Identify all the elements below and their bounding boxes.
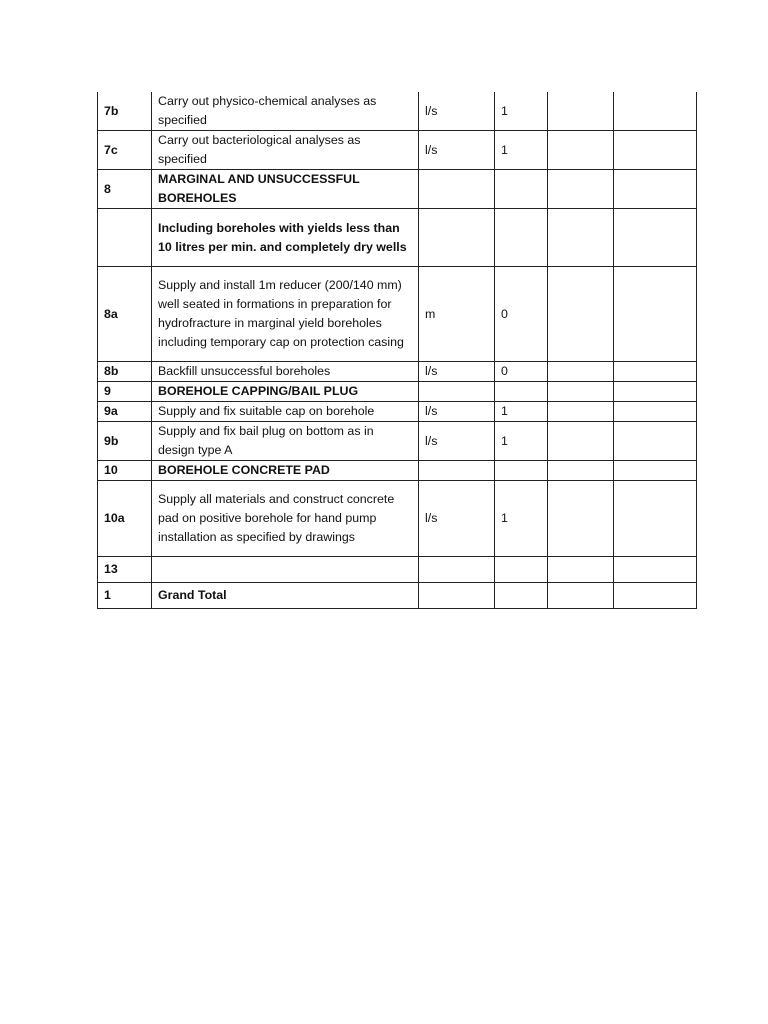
item-description: Carry out bacteriological analyses as specified: [152, 131, 419, 170]
item-unit: l/s: [419, 481, 495, 557]
table-row: [98, 481, 697, 557]
item-quantity: [495, 170, 548, 209]
table-row: [98, 422, 697, 461]
item-description: Supply and fix suitable cap on borehole: [152, 402, 419, 422]
item-rate: [548, 557, 614, 583]
table-row: [98, 92, 697, 131]
item-description: Supply and install 1m reducer (200/140 mm) well seated in formations in preparation for hydrofracture in marginal yield boreholes including temporary cap on protection casing: [152, 267, 419, 362]
item-quantity: 0: [495, 362, 548, 382]
grand-total-amount: [614, 583, 697, 609]
bill-of-quantities-table: [97, 92, 697, 609]
table-row: [98, 382, 697, 402]
item-description: Backfill unsuccessful boreholes: [152, 362, 419, 382]
item-unit: l/s: [419, 422, 495, 461]
item-amount: [614, 402, 697, 422]
item-quantity: [495, 382, 548, 402]
item-rate: [548, 481, 614, 557]
item-amount: [614, 461, 697, 481]
item-number: 9b: [98, 422, 152, 461]
item-unit: l/s: [419, 362, 495, 382]
item-rate: [548, 583, 614, 609]
item-rate: [548, 362, 614, 382]
item-quantity: 0: [495, 267, 548, 362]
item-unit: [419, 461, 495, 481]
item-unit: [419, 382, 495, 402]
item-quantity: 1: [495, 131, 548, 170]
item-amount: [614, 209, 697, 267]
item-rate: [548, 461, 614, 481]
table-row: [98, 461, 697, 481]
item-unit: l/s: [419, 402, 495, 422]
item-amount: [614, 267, 697, 362]
item-quantity: [495, 209, 548, 267]
item-rate: [548, 92, 614, 131]
item-quantity: 1: [495, 481, 548, 557]
table-row: [98, 209, 697, 267]
item-quantity: [495, 557, 548, 583]
section-heading: BOREHOLE CAPPING/BAIL PLUG: [152, 382, 419, 402]
item-unit: [419, 209, 495, 267]
item-quantity: 1: [495, 422, 548, 461]
item-unit: l/s: [419, 131, 495, 170]
item-description: Carry out physico-chemical analyses as specified: [152, 92, 419, 131]
item-number: [98, 209, 152, 267]
item-number: 13: [98, 557, 152, 583]
item-quantity: [495, 461, 548, 481]
table-row: [98, 267, 697, 362]
item-amount: [614, 382, 697, 402]
item-amount: [614, 131, 697, 170]
item-quantity: 1: [495, 402, 548, 422]
table-row: [98, 402, 697, 422]
table-row: [98, 170, 697, 209]
item-number: 10a: [98, 481, 152, 557]
item-unit: [419, 170, 495, 209]
item-amount: [614, 92, 697, 131]
item-quantity: 1: [495, 92, 548, 131]
item-description: Supply all materials and construct concrete pad on positive borehole for hand pump installation as specified by drawings: [152, 481, 419, 557]
item-number: 9a: [98, 402, 152, 422]
item-unit: [419, 557, 495, 583]
item-rate: [548, 422, 614, 461]
item-quantity: [495, 583, 548, 609]
section-heading: BOREHOLE CONCRETE PAD: [152, 461, 419, 481]
item-description: [152, 557, 419, 583]
item-number: 10: [98, 461, 152, 481]
item-unit: [419, 583, 495, 609]
item-amount: [614, 481, 697, 557]
item-number: 7c: [98, 131, 152, 170]
item-rate: [548, 382, 614, 402]
item-amount: [614, 422, 697, 461]
item-rate: [548, 267, 614, 362]
item-number: 1: [98, 583, 152, 609]
item-number: 7b: [98, 92, 152, 131]
grand-total-label: Grand Total: [152, 583, 419, 609]
item-unit: l/s: [419, 92, 495, 131]
item-number: 9: [98, 382, 152, 402]
item-number: 8: [98, 170, 152, 209]
item-amount: [614, 170, 697, 209]
item-rate: [548, 402, 614, 422]
item-number: 8b: [98, 362, 152, 382]
item-rate: [548, 170, 614, 209]
table-row: [98, 131, 697, 170]
item-amount: [614, 557, 697, 583]
table-row: [98, 557, 697, 583]
item-rate: [548, 209, 614, 267]
grand-total-row: [98, 583, 697, 609]
item-rate: [548, 131, 614, 170]
item-number: 8a: [98, 267, 152, 362]
section-heading: MARGINAL AND UNSUCCESSFUL BOREHOLES: [152, 170, 419, 209]
item-unit: m: [419, 267, 495, 362]
section-note: Including boreholes with yields less than 10 litres per min. and completely dry wells: [152, 209, 419, 267]
table-row: [98, 362, 697, 382]
item-description: Supply and fix bail plug on bottom as in design type A: [152, 422, 419, 461]
item-amount: [614, 362, 697, 382]
